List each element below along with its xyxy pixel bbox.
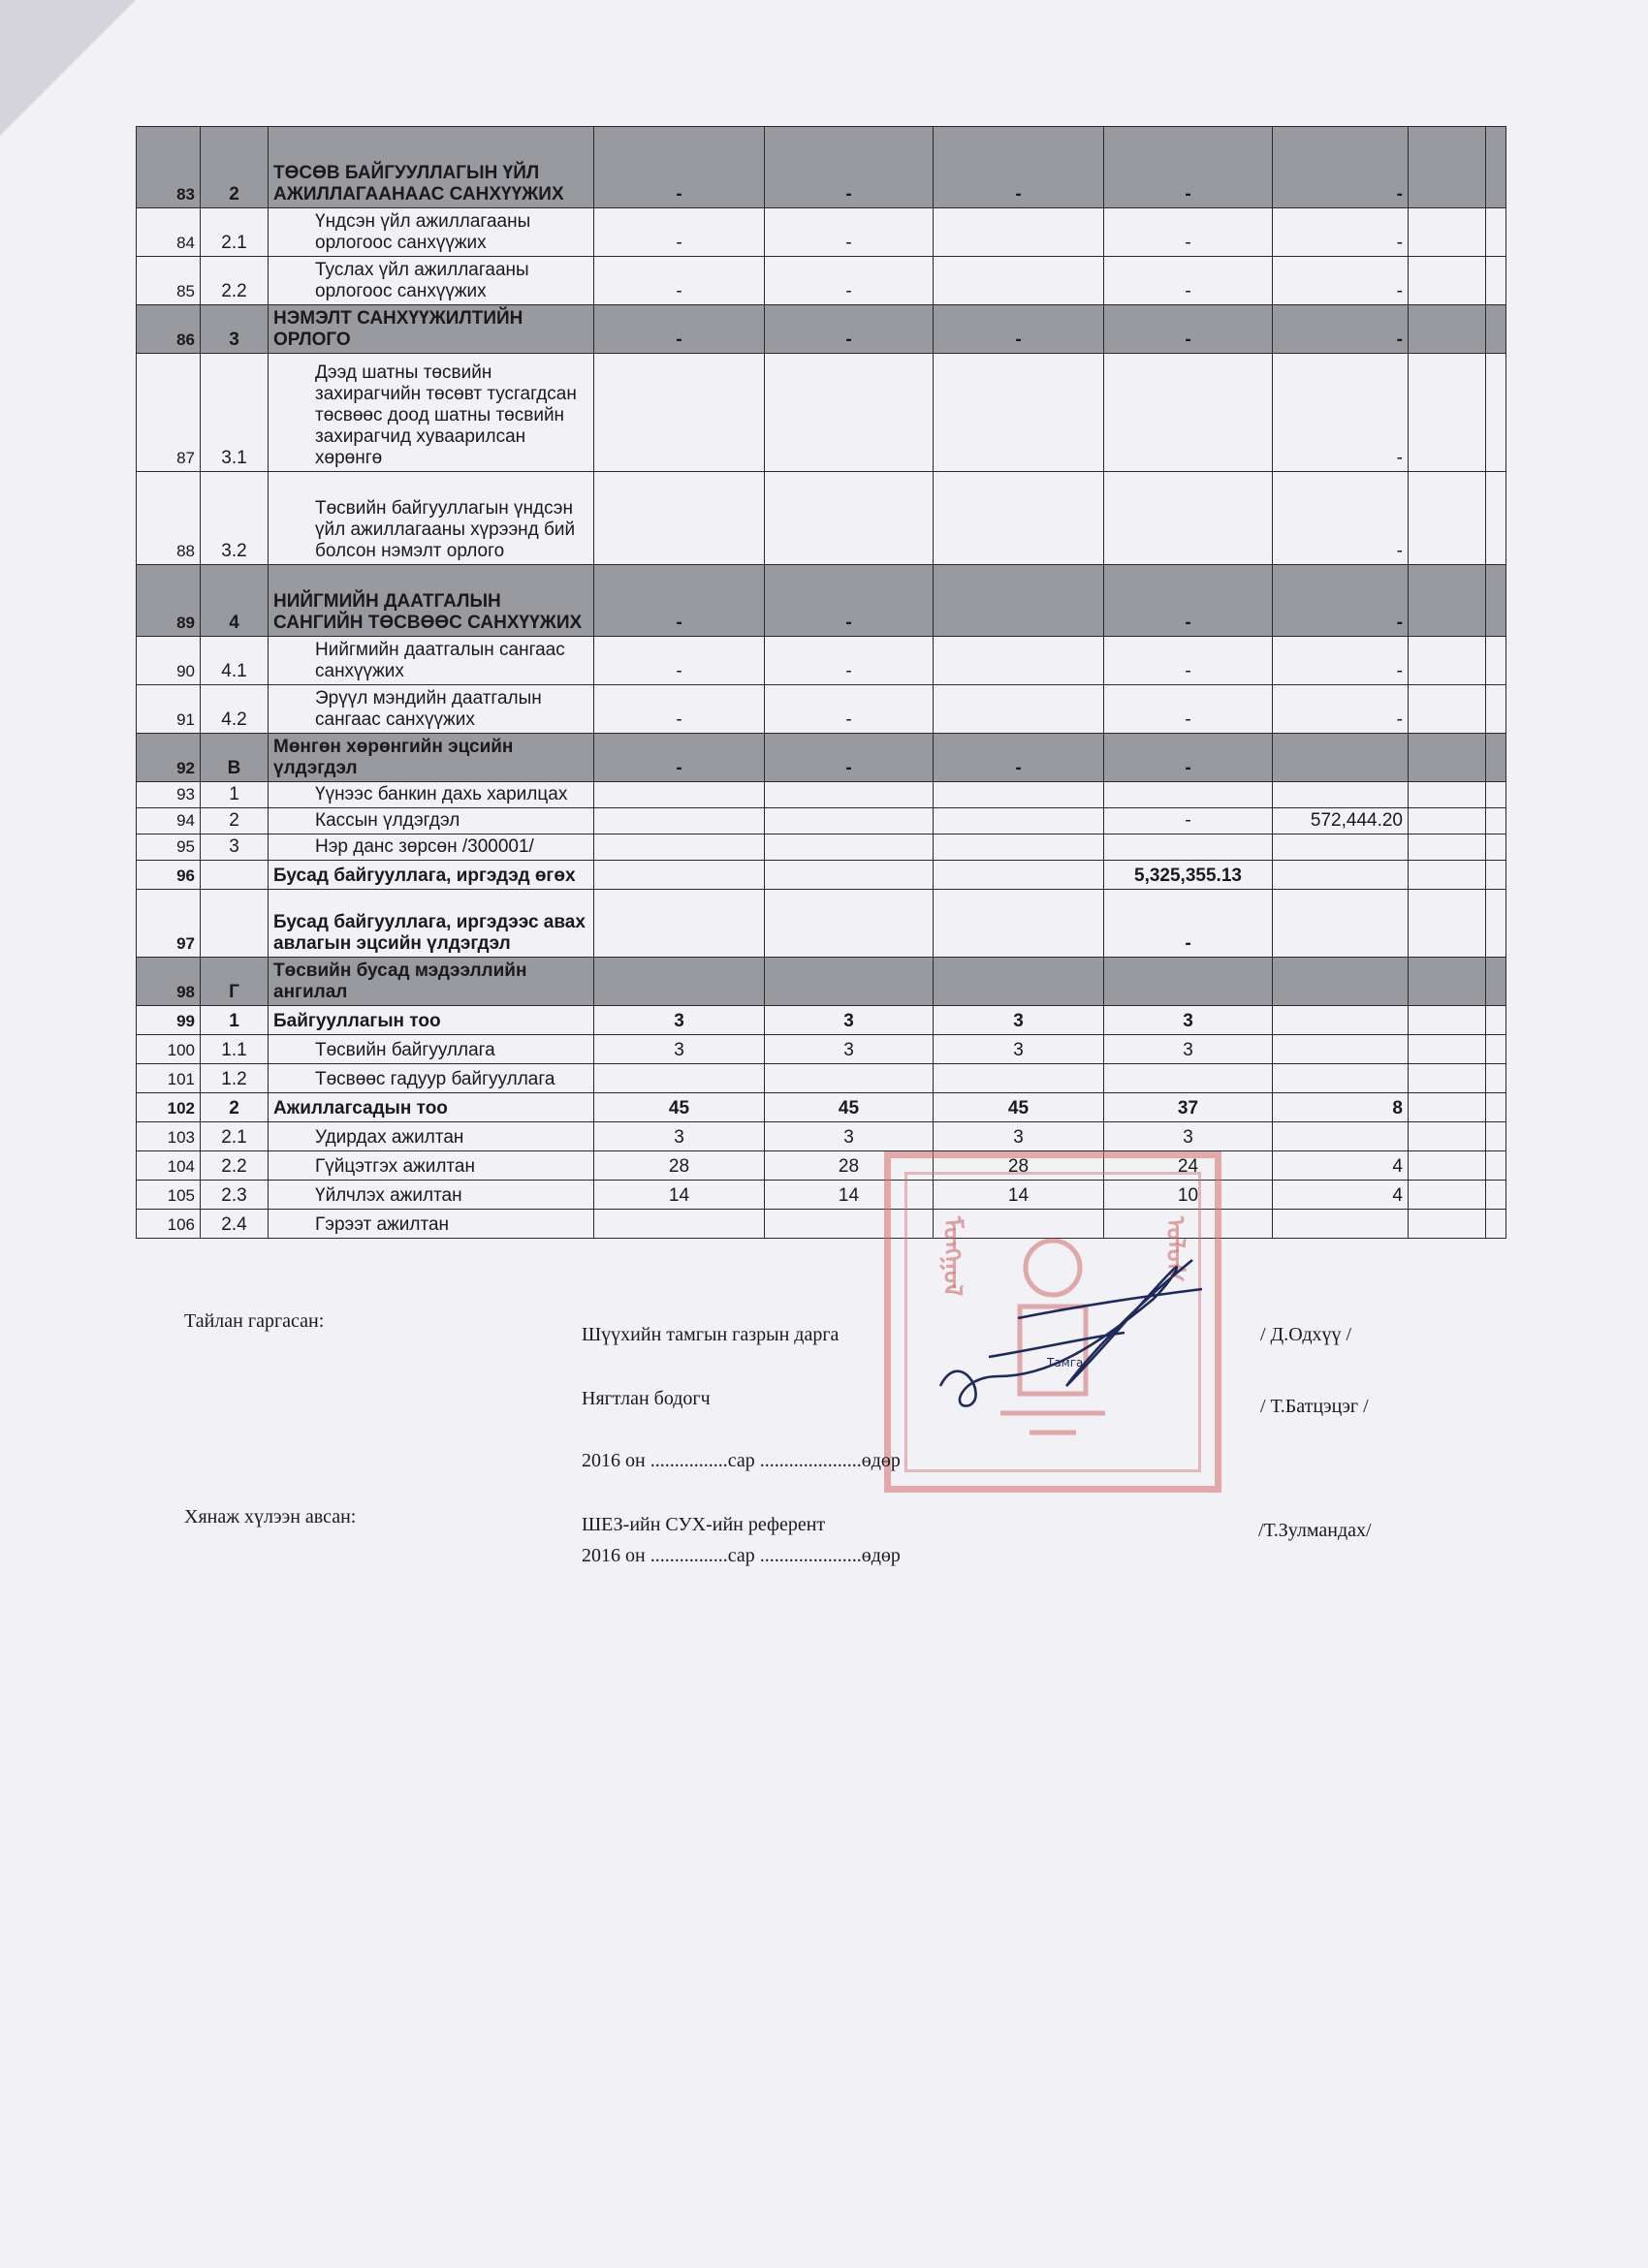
table-row xyxy=(137,1210,1506,1239)
value-cell xyxy=(934,257,1104,305)
value-cell xyxy=(1273,1064,1409,1093)
row-label: Төсвөөс гадуур байгууллага xyxy=(269,1064,594,1093)
value-cell xyxy=(594,782,765,808)
row-index: 3.2 xyxy=(201,472,269,565)
signature xyxy=(931,1241,1221,1415)
row-number: 105 xyxy=(137,1181,201,1210)
row-index: 1 xyxy=(201,1006,269,1035)
blank-cell xyxy=(1486,1035,1506,1064)
value-cell xyxy=(594,1064,765,1093)
table-row xyxy=(137,565,1506,637)
value-cell: 3 xyxy=(934,1122,1104,1151)
value-cell: 8 xyxy=(1273,1093,1409,1122)
value-cell: - xyxy=(1104,208,1273,257)
row-label: Гэрээт ажилтан xyxy=(269,1210,594,1239)
value-cell: - xyxy=(1273,685,1409,734)
director-title: Шүүхийн тамгын газрын дарга xyxy=(582,1324,840,1345)
row-label: Удирдах ажилтан xyxy=(269,1122,594,1151)
value-cell xyxy=(594,861,765,890)
value-cell: 5,325,355.13 xyxy=(1104,861,1273,890)
row-label: Төсвийн байгууллагын үндсэн үйл ажиллагааны хүрээнд бий болсон нэмэлт орлого xyxy=(269,472,594,565)
value-cell: - xyxy=(1104,808,1273,835)
row-index: 2.4 xyxy=(201,1210,269,1239)
row-number: 102 xyxy=(137,1093,201,1122)
blank-cell xyxy=(1486,1006,1506,1035)
row-label: Байгууллагын тоо xyxy=(269,1006,594,1035)
value-cell xyxy=(1409,734,1486,782)
value-cell: - xyxy=(1273,305,1409,354)
value-cell: 45 xyxy=(594,1093,765,1122)
table-row xyxy=(137,1151,1506,1181)
blank-cell xyxy=(1486,637,1506,685)
table-row xyxy=(137,734,1506,782)
value-cell: - xyxy=(1104,637,1273,685)
row-label: ТӨСӨВ БАЙГУУЛЛАГЫН ҮЙЛ АЖИЛЛАГААНААС САНХҮҮЖИХ xyxy=(269,127,594,208)
row-index: 2 xyxy=(201,808,269,835)
value-cell xyxy=(934,835,1104,861)
row-number: 106 xyxy=(137,1210,201,1239)
value-cell xyxy=(1409,861,1486,890)
row-index: 2 xyxy=(201,1093,269,1122)
row-index: 2.2 xyxy=(201,1151,269,1181)
value-cell: 3 xyxy=(1104,1006,1273,1035)
value-cell xyxy=(934,472,1104,565)
value-cell: 10 xyxy=(1104,1181,1273,1210)
row-number: 94 xyxy=(137,808,201,835)
blank-cell xyxy=(1486,734,1506,782)
row-label: НЭМЭЛТ САНХҮҮЖИЛТИЙН ОРЛОГО xyxy=(269,305,594,354)
row-label: Нэр данс зөрсөн /300001/ xyxy=(269,835,594,861)
table-row xyxy=(137,890,1506,958)
table-row xyxy=(137,257,1506,305)
row-label: Дээд шатны төсвийн захирагчийн төсөвт тусгагдсан төсвөөс доод шатны төсвийн захирагчид хуваарилсан хөрөнгө xyxy=(269,354,594,472)
value-cell: - xyxy=(765,127,934,208)
date-line-1: 2016 он ................сар .....................өдөр xyxy=(582,1450,901,1471)
row-index: 1.1 xyxy=(201,1035,269,1064)
row-label: Бусад байгууллага, иргэдээс авах авлагын эцсийн үлдэгдэл xyxy=(269,890,594,958)
value-cell xyxy=(765,958,934,1006)
value-cell xyxy=(594,808,765,835)
row-number: 93 xyxy=(137,782,201,808)
value-cell: - xyxy=(765,637,934,685)
value-cell xyxy=(1273,1210,1409,1239)
value-cell xyxy=(594,890,765,958)
seal-word: Тамга xyxy=(1047,1356,1084,1370)
value-cell: - xyxy=(594,685,765,734)
value-cell: 3 xyxy=(765,1122,934,1151)
row-number: 103 xyxy=(137,1122,201,1151)
accountant-title: Нягтлан бодогч xyxy=(582,1388,711,1409)
value-cell xyxy=(934,685,1104,734)
row-index: 3.1 xyxy=(201,354,269,472)
value-cell xyxy=(1409,1122,1486,1151)
value-cell: - xyxy=(934,305,1104,354)
value-cell xyxy=(1409,782,1486,808)
table-row xyxy=(137,127,1506,208)
value-cell xyxy=(1409,1035,1486,1064)
value-cell xyxy=(1409,1093,1486,1122)
value-cell: 4 xyxy=(1273,1151,1409,1181)
row-index xyxy=(201,890,269,958)
value-cell xyxy=(934,1064,1104,1093)
row-number: 88 xyxy=(137,472,201,565)
blank-cell xyxy=(1486,1122,1506,1151)
value-cell: - xyxy=(594,208,765,257)
value-cell xyxy=(934,208,1104,257)
row-number: 99 xyxy=(137,1006,201,1035)
value-cell: 45 xyxy=(934,1093,1104,1122)
value-cell xyxy=(1104,782,1273,808)
table-row xyxy=(137,208,1506,257)
blank-cell xyxy=(1486,305,1506,354)
row-index: 2.2 xyxy=(201,257,269,305)
table-row xyxy=(137,637,1506,685)
table-row xyxy=(137,808,1506,835)
row-number: 90 xyxy=(137,637,201,685)
value-cell xyxy=(765,890,934,958)
official-stamp: ᠮᠣᠩᠭᠣᠯ ᠤᠯᠤᠰ xyxy=(884,1151,1221,1493)
row-number: 89 xyxy=(137,565,201,637)
value-cell xyxy=(934,861,1104,890)
value-cell: 14 xyxy=(594,1181,765,1210)
value-cell xyxy=(1409,835,1486,861)
value-cell: - xyxy=(1104,565,1273,637)
table-row xyxy=(137,1181,1506,1210)
blank-cell xyxy=(1486,861,1506,890)
row-label: Үндсэн үйл ажиллагааны орлогоос санхүүжих xyxy=(269,208,594,257)
row-label: Бусад байгууллага, иргэдэд өгөх xyxy=(269,861,594,890)
row-label: Мөнгөн хөрөнгийн эцсийн үлдэгдэл xyxy=(269,734,594,782)
value-cell: - xyxy=(594,257,765,305)
row-index: 2 xyxy=(201,127,269,208)
value-cell xyxy=(1409,637,1486,685)
value-cell xyxy=(765,808,934,835)
blank-cell xyxy=(1486,127,1506,208)
value-cell: - xyxy=(765,257,934,305)
prepared-label: Тайлан гаргасан: xyxy=(184,1310,325,1332)
row-number: 95 xyxy=(137,835,201,861)
value-cell: 24 xyxy=(1104,1151,1273,1181)
row-label: Үйлчлэх ажилтан xyxy=(269,1181,594,1210)
budget-report-table xyxy=(136,126,1506,1239)
value-cell: - xyxy=(1273,127,1409,208)
row-index: 3 xyxy=(201,305,269,354)
value-cell: - xyxy=(594,734,765,782)
value-cell xyxy=(1409,890,1486,958)
row-number: 84 xyxy=(137,208,201,257)
referent-name: /Т.Зулмандах/ xyxy=(1258,1520,1372,1541)
row-label: НИЙГМИЙН ДААТГАЛЫН САНГИЙН ТӨСВӨӨС САНХҮҮЖИХ xyxy=(269,565,594,637)
row-label: Үүнээс банкин дахь харилцах xyxy=(269,782,594,808)
row-number: 86 xyxy=(137,305,201,354)
row-index: 2.3 xyxy=(201,1181,269,1210)
row-index: 4.1 xyxy=(201,637,269,685)
blank-cell xyxy=(1486,782,1506,808)
value-cell xyxy=(594,354,765,472)
value-cell: - xyxy=(1273,565,1409,637)
row-number: 100 xyxy=(137,1035,201,1064)
row-label: Туслах үйл ажиллагааны орлогоос санхүүжих xyxy=(269,257,594,305)
value-cell xyxy=(1409,1210,1486,1239)
value-cell xyxy=(1409,257,1486,305)
blank-cell xyxy=(1486,472,1506,565)
table-row xyxy=(137,305,1506,354)
row-label: Кассын үлдэгдэл xyxy=(269,808,594,835)
row-label: Ажиллагсадын тоо xyxy=(269,1093,594,1122)
value-cell xyxy=(934,637,1104,685)
value-cell xyxy=(1273,861,1409,890)
value-cell: 14 xyxy=(765,1181,934,1210)
row-label: Төсвийн бусад мэдээллийн ангилал xyxy=(269,958,594,1006)
blank-cell xyxy=(1486,1064,1506,1093)
blank-cell xyxy=(1486,565,1506,637)
value-cell: - xyxy=(765,208,934,257)
value-cell xyxy=(1273,1006,1409,1035)
table-row xyxy=(137,354,1506,472)
value-cell xyxy=(1409,305,1486,354)
value-cell xyxy=(1273,958,1409,1006)
value-cell xyxy=(594,1210,765,1239)
table-row xyxy=(137,1064,1506,1093)
value-cell: 3 xyxy=(934,1035,1104,1064)
value-cell xyxy=(1409,1151,1486,1181)
value-cell: 28 xyxy=(594,1151,765,1181)
row-index xyxy=(201,861,269,890)
received-label: Хянаж хүлээн авсан: xyxy=(184,1506,357,1528)
value-cell: - xyxy=(1104,734,1273,782)
blank-cell xyxy=(1486,890,1506,958)
value-cell: 37 xyxy=(1104,1093,1273,1122)
value-cell: - xyxy=(1104,685,1273,734)
blank-cell xyxy=(1486,1181,1506,1210)
value-cell: - xyxy=(765,734,934,782)
value-cell xyxy=(1104,835,1273,861)
referent-title: ШЕЗ-ийн СУХ-ийн референт xyxy=(582,1514,826,1535)
value-cell xyxy=(934,958,1104,1006)
row-number: 83 xyxy=(137,127,201,208)
table-row xyxy=(137,1122,1506,1151)
value-cell xyxy=(594,472,765,565)
value-cell: 3 xyxy=(1104,1122,1273,1151)
value-cell xyxy=(1409,1064,1486,1093)
value-cell xyxy=(1104,354,1273,472)
value-cell xyxy=(1273,1035,1409,1064)
value-cell: - xyxy=(934,127,1104,208)
row-number: 92 xyxy=(137,734,201,782)
value-cell: - xyxy=(765,685,934,734)
value-cell xyxy=(934,782,1104,808)
blank-cell xyxy=(1486,835,1506,861)
blank-cell xyxy=(1486,958,1506,1006)
value-cell: - xyxy=(1104,127,1273,208)
value-cell: 28 xyxy=(934,1151,1104,1181)
value-cell xyxy=(765,472,934,565)
row-index: 2.1 xyxy=(201,1122,269,1151)
value-cell xyxy=(934,354,1104,472)
value-cell: - xyxy=(1273,354,1409,472)
value-cell xyxy=(1409,565,1486,637)
table-row xyxy=(137,835,1506,861)
director-name: / Д.Одхүү / xyxy=(1260,1324,1352,1345)
value-cell: - xyxy=(594,127,765,208)
value-cell: 3 xyxy=(1104,1035,1273,1064)
row-index: Г xyxy=(201,958,269,1006)
blank-cell xyxy=(1486,1151,1506,1181)
blank-cell xyxy=(1486,1093,1506,1122)
value-cell: - xyxy=(594,305,765,354)
blank-cell xyxy=(1486,208,1506,257)
value-cell xyxy=(1273,835,1409,861)
value-cell xyxy=(1409,472,1486,565)
row-label: Эрүүл мэндийн даатгалын сангаас санхүүжих xyxy=(269,685,594,734)
table-row xyxy=(137,782,1506,808)
value-cell: 28 xyxy=(765,1151,934,1181)
row-number: 97 xyxy=(137,890,201,958)
value-cell xyxy=(934,890,1104,958)
value-cell xyxy=(1104,1064,1273,1093)
accountant-name: / Т.Батцэцэг / xyxy=(1260,1396,1369,1417)
blank-cell xyxy=(1486,685,1506,734)
value-cell xyxy=(1409,808,1486,835)
value-cell: 3 xyxy=(594,1035,765,1064)
row-number: 104 xyxy=(137,1151,201,1181)
value-cell xyxy=(594,835,765,861)
value-cell xyxy=(765,354,934,472)
value-cell: - xyxy=(1104,257,1273,305)
row-index: 3 xyxy=(201,835,269,861)
value-cell: - xyxy=(934,734,1104,782)
value-cell: - xyxy=(594,637,765,685)
value-cell xyxy=(1273,1122,1409,1151)
value-cell: 3 xyxy=(594,1122,765,1151)
row-number: 96 xyxy=(137,861,201,890)
value-cell: - xyxy=(1104,305,1273,354)
value-cell xyxy=(934,808,1104,835)
value-cell xyxy=(765,861,934,890)
blank-cell xyxy=(1486,808,1506,835)
row-number: 98 xyxy=(137,958,201,1006)
value-cell xyxy=(594,958,765,1006)
table-row xyxy=(137,1093,1506,1122)
value-cell xyxy=(1409,354,1486,472)
table-row xyxy=(137,1035,1506,1064)
value-cell: 14 xyxy=(934,1181,1104,1210)
row-label: Гүйцэтгэх ажилтан xyxy=(269,1151,594,1181)
value-cell: - xyxy=(1273,472,1409,565)
row-number: 101 xyxy=(137,1064,201,1093)
row-index: 2.1 xyxy=(201,208,269,257)
table-row xyxy=(137,1006,1506,1035)
value-cell xyxy=(765,1064,934,1093)
table-row xyxy=(137,958,1506,1006)
value-cell xyxy=(1409,1181,1486,1210)
value-cell: - xyxy=(1273,257,1409,305)
value-cell: - xyxy=(765,305,934,354)
value-cell: 3 xyxy=(594,1006,765,1035)
value-cell: - xyxy=(1273,208,1409,257)
value-cell: - xyxy=(765,565,934,637)
row-index: 1.2 xyxy=(201,1064,269,1093)
value-cell xyxy=(765,782,934,808)
value-cell: - xyxy=(594,565,765,637)
value-cell: - xyxy=(1273,637,1409,685)
value-cell xyxy=(1273,890,1409,958)
table-row xyxy=(137,861,1506,890)
value-cell: 3 xyxy=(765,1006,934,1035)
date-line-2: 2016 он ................сар .....................өдөр xyxy=(582,1545,901,1566)
row-index: 1 xyxy=(201,782,269,808)
row-label: Төсвийн байгууллага xyxy=(269,1035,594,1064)
value-cell xyxy=(1409,127,1486,208)
blank-cell xyxy=(1486,1210,1506,1239)
row-index: 4.2 xyxy=(201,685,269,734)
value-cell xyxy=(1409,1006,1486,1035)
row-index: В xyxy=(201,734,269,782)
table-row xyxy=(137,472,1506,565)
value-cell xyxy=(1409,208,1486,257)
row-index: 4 xyxy=(201,565,269,637)
value-cell xyxy=(1409,685,1486,734)
row-number: 91 xyxy=(137,685,201,734)
value-cell xyxy=(1273,734,1409,782)
page-corner-fold xyxy=(0,0,136,136)
blank-cell xyxy=(1486,354,1506,472)
value-cell xyxy=(934,565,1104,637)
value-cell xyxy=(765,835,934,861)
table-row xyxy=(137,685,1506,734)
value-cell: 45 xyxy=(765,1093,934,1122)
value-cell: 572,444.20 xyxy=(1273,808,1409,835)
value-cell: 3 xyxy=(765,1035,934,1064)
value-cell: 4 xyxy=(1273,1181,1409,1210)
blank-cell xyxy=(1486,257,1506,305)
value-cell: 3 xyxy=(934,1006,1104,1035)
row-number: 87 xyxy=(137,354,201,472)
row-label: Нийгмийн даатгалын сангаас санхүүжих xyxy=(269,637,594,685)
value-cell xyxy=(1273,782,1409,808)
value-cell xyxy=(1104,958,1273,1006)
value-cell xyxy=(1104,472,1273,565)
value-cell: - xyxy=(1104,890,1273,958)
value-cell xyxy=(1409,958,1486,1006)
row-number: 85 xyxy=(137,257,201,305)
